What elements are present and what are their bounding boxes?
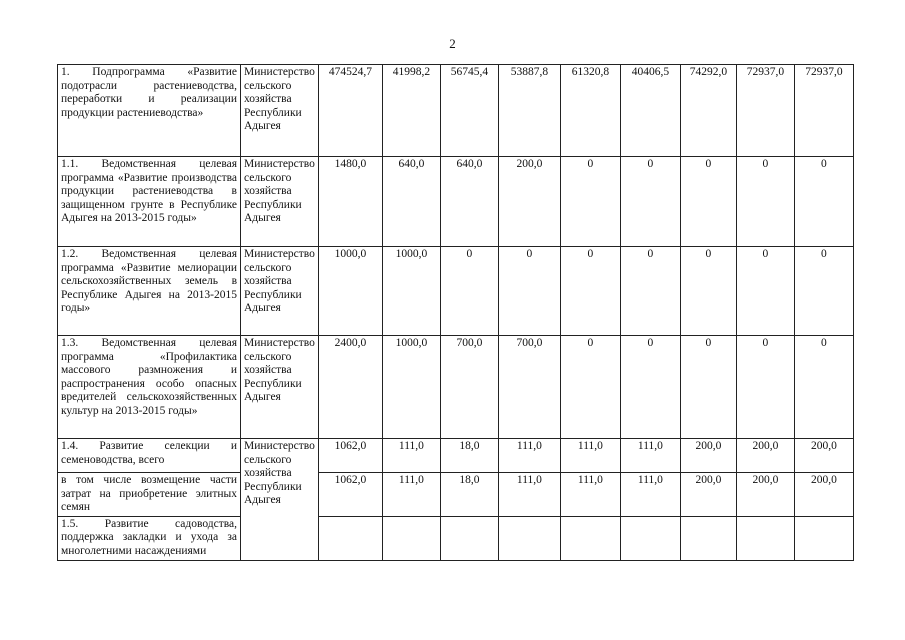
- value-cell: 72937,0: [794, 65, 853, 157]
- value-cell: 200,0: [680, 473, 736, 517]
- value-cell: 0: [680, 247, 736, 336]
- page-number: 2: [449, 36, 456, 51]
- value-cell: [440, 516, 498, 560]
- value-cell: 18,0: [440, 439, 498, 473]
- value-cell: [318, 516, 382, 560]
- value-cell: 474524,7: [318, 65, 382, 157]
- value-cell: 0: [620, 336, 680, 439]
- program-name-cell: 1.5. Развитие садоводства, поддержка закладки и ухода за многолетними насаждениями: [58, 516, 241, 560]
- value-cell: 200,0: [794, 439, 853, 473]
- program-name-cell: 1.4. Развитие селекции и семеноводства, всего: [58, 439, 241, 473]
- value-cell: 0: [794, 336, 853, 439]
- value-cell: 1480,0: [318, 157, 382, 247]
- value-cell: 0: [560, 336, 620, 439]
- value-cell: 0: [498, 247, 560, 336]
- value-cell: [620, 516, 680, 560]
- value-cell: 72937,0: [736, 65, 794, 157]
- value-cell: 0: [680, 336, 736, 439]
- table-row: [58, 247, 854, 336]
- value-cell: 2400,0: [318, 336, 382, 439]
- table-row: [58, 439, 854, 473]
- table-row: [58, 336, 854, 439]
- value-cell: 111,0: [560, 473, 620, 517]
- value-cell: 640,0: [382, 157, 440, 247]
- value-cell: 700,0: [498, 336, 560, 439]
- value-cell: 0: [620, 157, 680, 247]
- program-name-cell: 1.1. Ведомственная целевая программа «Развитие производства продукции растениеводства в защищенном грунте в Республике Адыгея на 2013-2015 годы»: [58, 157, 241, 247]
- value-cell: 111,0: [498, 473, 560, 517]
- value-cell: 0: [794, 157, 853, 247]
- value-cell: 200,0: [794, 473, 853, 517]
- program-name-cell: 1.2. Ведомственная целевая программа «Развитие мелиорации сельскохозяйственных земель в Республике Адыгея на 2013-2015 годы»: [58, 247, 241, 336]
- value-cell: 111,0: [560, 439, 620, 473]
- value-cell: 56745,4: [440, 65, 498, 157]
- value-cell: 0: [736, 336, 794, 439]
- program-name-cell: в том числе возмещение части затрат на приобретение элитных семян: [58, 473, 241, 517]
- table-row: [58, 473, 854, 517]
- value-cell: 111,0: [620, 439, 680, 473]
- responsible-cell: Министерство сельского хозяйства Республики Адыгея: [241, 65, 319, 157]
- value-cell: 1000,0: [382, 336, 440, 439]
- responsible-cell: Министерство сельского хозяйства Республики Адыгея: [241, 336, 319, 439]
- value-cell: 200,0: [736, 439, 794, 473]
- value-cell: [794, 516, 853, 560]
- value-cell: 0: [794, 247, 853, 336]
- value-cell: 0: [620, 247, 680, 336]
- value-cell: 61320,8: [560, 65, 620, 157]
- program-name-cell: 1.3. Ведомственная целевая программа «Профилактика массового размножения и распространения особо опасных вредителей сельскохозяйственных культур на 2013-2015 годы»: [58, 336, 241, 439]
- value-cell: [560, 516, 620, 560]
- value-cell: 0: [736, 157, 794, 247]
- value-cell: 1000,0: [382, 247, 440, 336]
- value-cell: 0: [736, 247, 794, 336]
- table-row: [58, 65, 854, 157]
- value-cell: 1062,0: [318, 439, 382, 473]
- value-cell: 1000,0: [318, 247, 382, 336]
- value-cell: 111,0: [498, 439, 560, 473]
- value-cell: 111,0: [382, 439, 440, 473]
- value-cell: 74292,0: [680, 65, 736, 157]
- value-cell: [680, 516, 736, 560]
- responsible-cell: Министерство сельского хозяйства Республики Адыгея: [241, 247, 319, 336]
- responsible-cell: Министерство сельского хозяйства Республики Адыгея: [241, 157, 319, 247]
- value-cell: 41998,2: [382, 65, 440, 157]
- table-row: [58, 516, 854, 560]
- value-cell: 40406,5: [620, 65, 680, 157]
- value-cell: 0: [560, 247, 620, 336]
- program-name-cell: 1. Подпрограмма «Развитие подотрасли растениеводства, переработки и реализации продукции растениеводства»: [58, 65, 241, 157]
- value-cell: 0: [440, 247, 498, 336]
- value-cell: 700,0: [440, 336, 498, 439]
- value-cell: 0: [680, 157, 736, 247]
- value-cell: 200,0: [498, 157, 560, 247]
- value-cell: 53887,8: [498, 65, 560, 157]
- responsible-cell: Министерство сельского хозяйства Республики Адыгея: [241, 439, 319, 561]
- value-cell: 1062,0: [318, 473, 382, 517]
- value-cell: [382, 516, 440, 560]
- value-cell: 200,0: [736, 473, 794, 517]
- value-cell: 640,0: [440, 157, 498, 247]
- budget-table: [57, 64, 854, 561]
- value-cell: 111,0: [382, 473, 440, 517]
- value-cell: 111,0: [620, 473, 680, 517]
- value-cell: 18,0: [440, 473, 498, 517]
- value-cell: [498, 516, 560, 560]
- table-row: [58, 157, 854, 247]
- value-cell: 0: [560, 157, 620, 247]
- value-cell: 200,0: [680, 439, 736, 473]
- value-cell: [736, 516, 794, 560]
